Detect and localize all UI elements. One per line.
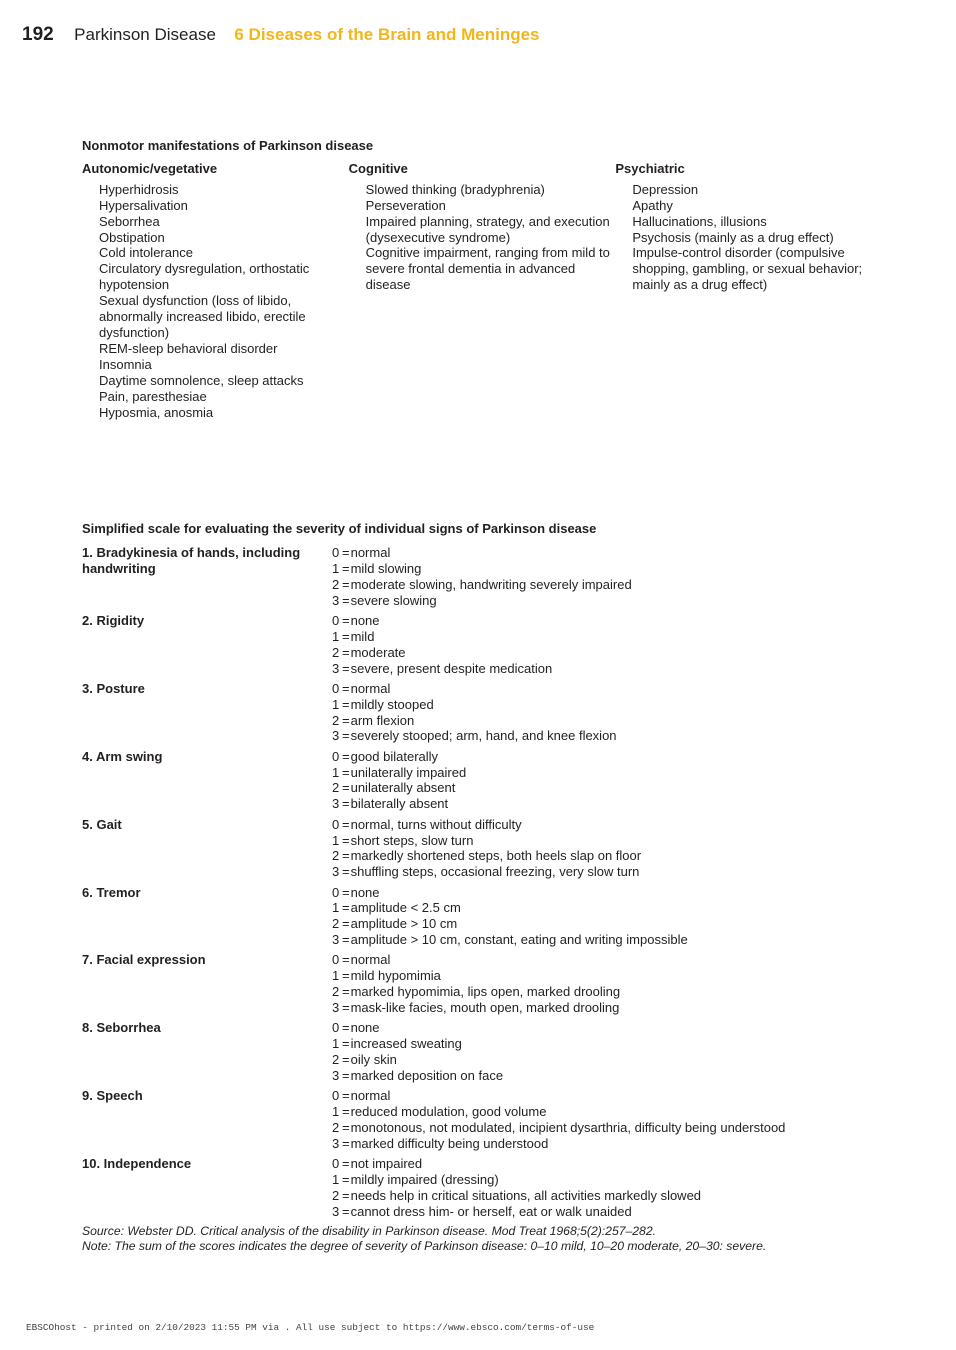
equals-sign: = <box>342 1052 350 1068</box>
table-row <box>82 545 902 609</box>
table-row <box>82 1020 902 1084</box>
table-row <box>82 613 902 677</box>
grade-description: markedly shortened steps, both heels slap on floor <box>350 848 642 864</box>
equals-sign: = <box>342 1088 350 1104</box>
equals-sign: = <box>342 884 350 900</box>
grade-item <box>332 1120 902 1136</box>
list-item: Depression <box>632 181 699 197</box>
equals-sign: = <box>342 984 350 1000</box>
grade-score: 3 <box>332 1068 340 1084</box>
grade-item <box>332 749 902 765</box>
list-item: Apathy <box>632 197 673 213</box>
grade-item <box>332 1172 902 1188</box>
grade-score: 2 <box>332 916 340 932</box>
grade-description: cannot dress him- or herself, eat or walk unaided <box>350 1203 632 1219</box>
grade-item <box>332 952 902 968</box>
grade-score: 0 <box>332 1020 340 1036</box>
sign-label: 10. Independence <box>82 1156 192 1172</box>
grade-description: mild slowing <box>350 560 422 576</box>
equals-sign: = <box>342 1136 350 1151</box>
grade-item <box>332 697 902 713</box>
grade-score: 1 <box>332 764 340 780</box>
grade-score: 3 <box>332 660 340 676</box>
grade-list <box>332 885 902 949</box>
column-list <box>615 182 882 293</box>
grade-description: moderate <box>350 644 406 660</box>
list-item: Slowed thinking (bradyphrenia) <box>365 181 545 197</box>
grade-item <box>332 1052 902 1068</box>
grade-item <box>332 968 902 984</box>
equals-sign: = <box>342 628 350 644</box>
equals-sign: = <box>342 1020 350 1036</box>
grade-description: none <box>350 884 380 900</box>
grade-description: marked hypomimia, lips open, marked drooling <box>350 984 621 1000</box>
grade-item <box>332 1188 902 1204</box>
equals-sign: = <box>342 1120 350 1136</box>
chapter-title: 6 Diseases of the Brain and Meninges <box>234 25 540 44</box>
grade-score: 3 <box>332 796 340 812</box>
grade-description: monotonous, not modulated, incipient dysarthria, difficulty being understood <box>350 1120 786 1136</box>
running-title: Parkinson Disease <box>74 25 216 44</box>
grade-score: 2 <box>332 644 340 660</box>
table-body <box>82 545 902 1220</box>
grade-score: 1 <box>332 1036 340 1052</box>
equals-sign: = <box>342 728 350 744</box>
table-caption: Nonmotor manifestations of Parkinson disease <box>82 138 374 153</box>
grade-score: 1 <box>332 832 340 848</box>
grade-score: 3 <box>332 1203 340 1219</box>
grade-list <box>332 1020 902 1084</box>
grade-item <box>332 1088 902 1104</box>
column-heading: Autonomic/vegetative <box>82 160 218 176</box>
grade-score: 1 <box>332 628 340 644</box>
column-heading: Psychiatric <box>615 160 685 176</box>
grade-score: 3 <box>332 1000 340 1016</box>
equals-sign: = <box>342 968 350 984</box>
grade-score: 3 <box>332 932 340 948</box>
table-row <box>82 952 902 1016</box>
sign-label: 8. Seborrhea <box>82 1020 161 1036</box>
grade-description: severe slowing <box>350 592 437 608</box>
list-item: Cognitive impairment, ranging from mild to severe frontal dementia in advanced disease <box>365 245 610 293</box>
list-item: Obstipation <box>99 229 165 245</box>
equals-sign: = <box>342 952 350 968</box>
grade-description: mild hypomimia <box>350 968 441 984</box>
table-note: Note: The sum of the scores indicates the degree of severity of Parkinson disease: 0–10 mild, 10–20 moderate, 20–30: severe. <box>82 1238 767 1253</box>
grade-item <box>332 613 902 629</box>
list-item: Perseveration <box>365 197 446 213</box>
grade-score: 2 <box>332 1052 340 1068</box>
grade-item <box>332 1136 902 1152</box>
table-row <box>82 749 902 813</box>
grade-item <box>332 645 902 661</box>
equals-sign: = <box>342 712 350 728</box>
list-item: Circulatory dysregulation, orthostatic hypotension <box>99 261 310 293</box>
equals-sign: = <box>342 932 350 948</box>
grade-item <box>332 629 902 645</box>
grade-item <box>332 900 902 916</box>
table-source: Source: Webster DD. Critical analysis of the disability in Parkinson disease. Mod Treat 1968;5(2):257–282. <box>82 1224 656 1239</box>
equals-sign: = <box>342 764 350 780</box>
equals-sign: = <box>342 848 350 864</box>
table-column <box>349 161 616 421</box>
grade-description: normal <box>350 544 391 560</box>
equals-sign: = <box>342 680 350 696</box>
grade-description: amplitude > 10 cm, constant, eating and writing impossible <box>350 932 688 948</box>
grade-item <box>332 796 902 812</box>
sign-label: 1. Bradykinesia of hands, including handwriting <box>82 544 301 576</box>
grade-score: 2 <box>332 984 340 1000</box>
grade-score: 1 <box>332 696 340 712</box>
grade-item <box>332 1020 902 1036</box>
list-item: REM-sleep behavioral disorder <box>99 340 278 356</box>
page-number: 192 <box>22 24 54 45</box>
grade-description: normal, turns without difficulty <box>350 816 522 832</box>
grade-item <box>332 1036 902 1052</box>
equals-sign: = <box>342 748 350 764</box>
grade-item <box>332 661 902 677</box>
equals-sign: = <box>342 1203 350 1219</box>
grade-score: 1 <box>332 1104 340 1120</box>
page-header <box>22 24 540 48</box>
column-list <box>82 182 349 421</box>
grade-score: 3 <box>332 1136 340 1151</box>
grade-item <box>332 984 902 1000</box>
grade-item <box>332 1204 902 1220</box>
equals-sign: = <box>342 1068 350 1084</box>
grade-description: mask-like facies, mouth open, marked drooling <box>350 1000 620 1016</box>
grade-score: 0 <box>332 1156 340 1172</box>
grade-description: short steps, slow turn <box>350 832 474 848</box>
table-columns <box>82 161 882 421</box>
list-item: Pain, paresthesiae <box>99 388 207 404</box>
sign-label: 3. Posture <box>82 680 145 696</box>
grade-item <box>332 1068 902 1084</box>
grade-description: unilaterally impaired <box>350 764 467 780</box>
grade-score: 0 <box>332 952 340 968</box>
grade-description: severe, present despite medication <box>350 660 553 676</box>
grade-score: 0 <box>332 680 340 696</box>
grade-description: normal <box>350 680 391 696</box>
grade-item <box>332 1156 902 1172</box>
grade-score: 1 <box>332 560 340 576</box>
grade-item <box>332 561 902 577</box>
table-row <box>82 817 902 881</box>
grade-description: marked difficulty being understood <box>350 1136 549 1151</box>
table-row <box>82 681 902 745</box>
table-row <box>82 1088 902 1152</box>
print-footer: EBSCOhost - printed on 2/10/2023 11:55 PM via . All use subject to https://www.ebsco.com/terms-of-use <box>26 1322 595 1333</box>
list-item: Impaired planning, strategy, and execution (dysexecutive syndrome) <box>365 213 610 245</box>
grade-item <box>332 817 902 833</box>
table-row <box>82 1156 902 1220</box>
table-column <box>82 161 349 421</box>
grade-item <box>332 681 902 697</box>
list-item: Seborrhea <box>99 213 160 229</box>
equals-sign: = <box>342 644 350 660</box>
grade-list <box>332 749 902 813</box>
grade-description: unilaterally absent <box>350 780 456 796</box>
grade-description: increased sweating <box>350 1036 462 1052</box>
equals-sign: = <box>342 696 350 712</box>
grade-score: 1 <box>332 1172 340 1188</box>
grade-score: 0 <box>332 748 340 764</box>
equals-sign: = <box>342 780 350 796</box>
equals-sign: = <box>342 1156 350 1172</box>
equals-sign: = <box>342 660 350 676</box>
grade-score: 0 <box>332 816 340 832</box>
grade-item <box>332 728 902 744</box>
grade-item <box>332 864 902 880</box>
grade-score: 2 <box>332 712 340 728</box>
grade-score: 3 <box>332 864 340 880</box>
sign-label: 7. Facial expression <box>82 952 206 968</box>
sign-label: 6. Tremor <box>82 884 141 900</box>
equals-sign: = <box>342 560 350 576</box>
grade-score: 3 <box>332 728 340 744</box>
table-caption: Simplified scale for evaluating the severity of individual signs of Parkinson disease <box>82 521 597 536</box>
equals-sign: = <box>342 1188 350 1204</box>
grade-score: 1 <box>332 900 340 916</box>
grade-list <box>332 545 902 609</box>
equals-sign: = <box>342 576 350 592</box>
list-item: Insomnia <box>99 356 152 372</box>
grade-score: 3 <box>332 592 340 608</box>
equals-sign: = <box>342 916 350 932</box>
grade-description: moderate slowing, handwriting severely impaired <box>350 576 632 592</box>
grade-list <box>332 817 902 881</box>
list-item: Daytime somnolence, sleep attacks <box>99 372 304 388</box>
nonmotor-manifestations-table <box>82 138 882 420</box>
list-item: Hypersalivation <box>99 197 188 213</box>
grade-description: oily skin <box>350 1052 397 1068</box>
sign-label: 4. Arm swing <box>82 748 163 764</box>
sign-label: 5. Gait <box>82 816 122 832</box>
equals-sign: = <box>342 796 350 812</box>
grade-score: 1 <box>332 968 340 984</box>
column-heading: Cognitive <box>348 160 408 176</box>
grade-item <box>332 1000 902 1016</box>
equals-sign: = <box>342 900 350 916</box>
grade-item <box>332 1104 902 1120</box>
list-item: Sexual dysfunction (loss of libido, abnormally increased libido, erectile dysfunction) <box>99 293 306 340</box>
grade-description: severely stooped; arm, hand, and knee flexion <box>350 728 617 744</box>
sign-label: 9. Speech <box>82 1088 143 1104</box>
list-item: Psychosis (mainly as a drug effect) <box>632 229 834 245</box>
grade-list <box>332 1088 902 1152</box>
grade-item <box>332 848 902 864</box>
grade-item <box>332 765 902 781</box>
grade-description: mildly stooped <box>350 696 434 712</box>
grade-description: amplitude < 2.5 cm <box>350 900 461 916</box>
grade-score: 2 <box>332 576 340 592</box>
grade-description: mildly impaired (dressing) <box>350 1172 499 1188</box>
grade-score: 0 <box>332 612 340 628</box>
grade-list <box>332 1156 902 1220</box>
equals-sign: = <box>342 1104 350 1120</box>
grade-item <box>332 577 902 593</box>
grade-description: not impaired <box>350 1156 423 1172</box>
grade-description: reduced modulation, good volume <box>350 1104 547 1120</box>
grade-description: normal <box>350 1088 391 1104</box>
grade-description: none <box>350 612 380 628</box>
grade-description: good bilaterally <box>350 748 439 764</box>
sign-label: 2. Rigidity <box>82 612 145 628</box>
list-item: Hyposmia, anosmia <box>99 404 214 420</box>
equals-sign: = <box>342 1000 350 1016</box>
grade-item <box>332 885 902 901</box>
equals-sign: = <box>342 592 350 608</box>
grade-score: 2 <box>332 1120 340 1136</box>
equals-sign: = <box>342 612 350 628</box>
severity-scale-table <box>82 521 902 1253</box>
list-item: Hallucinations, illusions <box>632 213 767 229</box>
equals-sign: = <box>342 1172 350 1188</box>
equals-sign: = <box>342 544 350 560</box>
grade-list <box>332 681 902 745</box>
equals-sign: = <box>342 832 350 848</box>
grade-description: needs help in critical situations, all activities markedly slowed <box>350 1188 702 1204</box>
grade-description: none <box>350 1020 380 1036</box>
grade-description: amplitude > 10 cm <box>350 916 458 932</box>
grade-description: arm flexion <box>350 712 415 728</box>
grade-item <box>332 545 902 561</box>
grade-score: 0 <box>332 884 340 900</box>
grade-item <box>332 713 902 729</box>
grade-description: mild <box>350 628 375 644</box>
grade-description: marked deposition on face <box>350 1068 504 1084</box>
list-item: Impulse-control disorder (compulsive shopping, gambling, or sexual behavior; mainly as a drug effect) <box>632 245 863 293</box>
column-list <box>349 182 616 293</box>
grade-score: 2 <box>332 780 340 796</box>
grade-score: 0 <box>332 1088 340 1104</box>
table-row <box>82 885 902 949</box>
grade-description: shuffling steps, occasional freezing, very slow turn <box>350 864 640 880</box>
grade-item <box>332 780 902 796</box>
grade-item <box>332 916 902 932</box>
grade-item <box>332 833 902 849</box>
equals-sign: = <box>342 816 350 832</box>
list-item: Hyperhidrosis <box>99 181 179 197</box>
grade-item <box>332 593 902 609</box>
equals-sign: = <box>342 1036 350 1052</box>
list-item: Cold intolerance <box>99 245 193 261</box>
grade-item <box>332 932 902 948</box>
equals-sign: = <box>342 864 350 880</box>
table-column <box>615 161 882 421</box>
grade-list <box>332 952 902 1016</box>
grade-score: 2 <box>332 848 340 864</box>
grade-list <box>332 613 902 677</box>
grade-description: normal <box>350 952 391 968</box>
grade-description: bilaterally absent <box>350 796 449 812</box>
grade-score: 0 <box>332 544 340 560</box>
grade-score: 2 <box>332 1188 340 1204</box>
